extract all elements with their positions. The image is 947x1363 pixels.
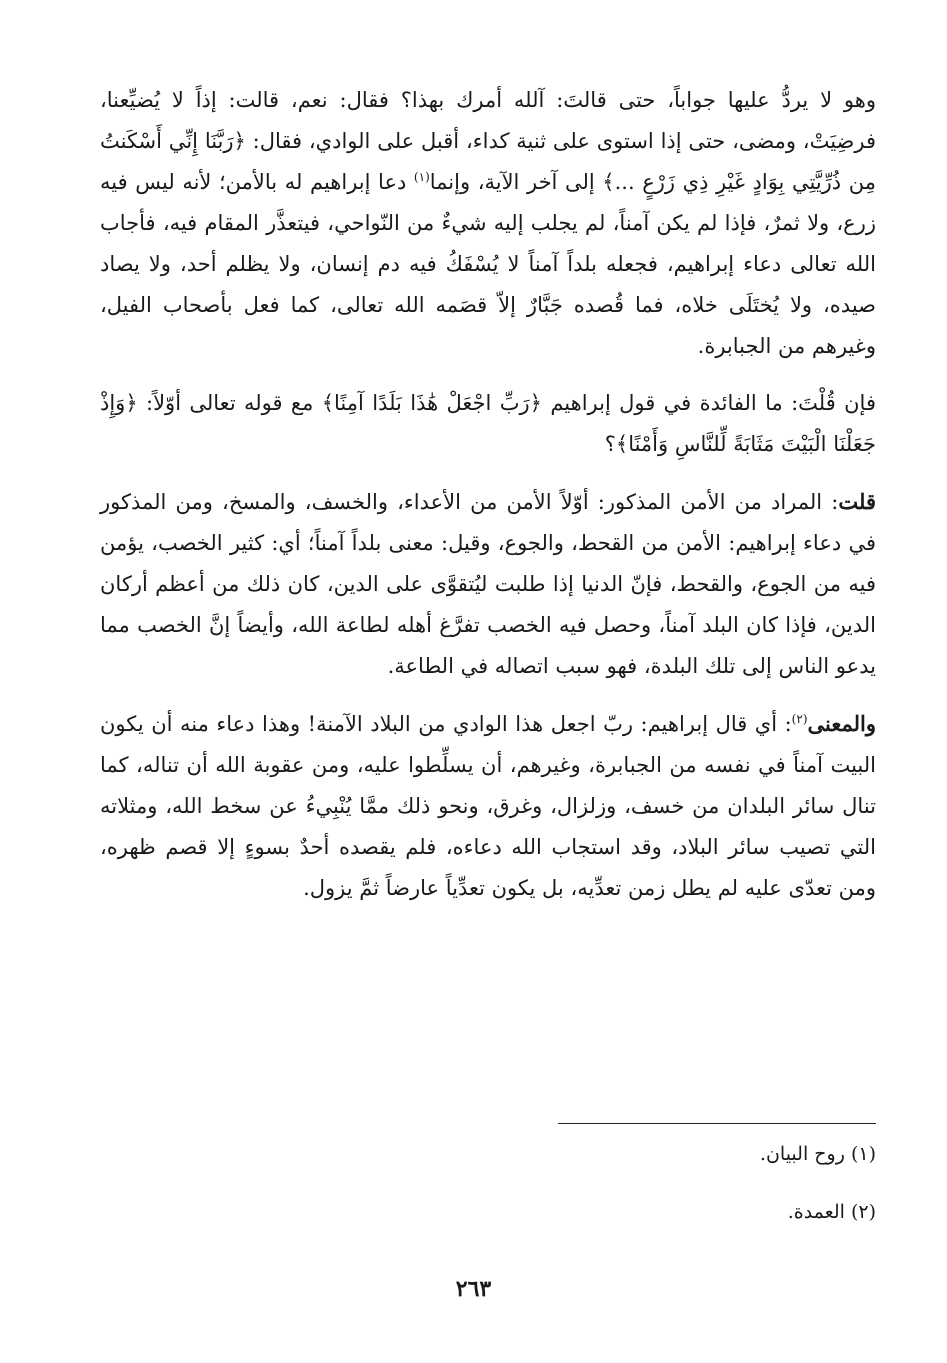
footnote-2-text: العمدة. [787,1201,845,1223]
paragraph-4 [100,703,876,909]
footnotes [100,1138,876,1228]
paragraph-3 [100,481,876,687]
paragraph-3-lead: قلت [838,489,876,514]
paragraph-4-text: : أي قال إبراهيم: ربّ اجعل هذا الوادي من البلاد الآمنة! وهذا دعاء منه أن يكون البيت آمناً في نفسه من الجبابرة، وغيرهم، أن يسلِّطوا عليه، ومن عقوبة الله أن تناله، كما تنال سائر البلدان من خسف، وزلزال، وغرق، ونحو ذلك ممَّا يُنْبِيءُ عن سخط الله، ومثلاته التي تصيب سائر البلاد، وقد استجاب الله دعاءه، فلم يقصده أحدٌ بسوءٍ إلا قصم ظهره، ومن تعدّى عليه لم يطل زمن تعدِّيه، بل يكون تعدِّياً عارضاً ثمَّ يزول. [100,712,877,900]
paragraph-3-text: : المراد من الأمن المذكور: أوّلاً الأمن من الأعداء، والخسف، والمسخ، ومن المذكور في دعاء إبراهيم: الأمن من القحط، والجوع، وقيل: معنى بلداً آمناً؛ أي: كثير الخصب، يؤمن فيه من الجوع، والقحط، فإنّ الدنيا إذا طلبت ليُتقوَّى على الدين، كان ذلك من أعظم أركان الدين، فإذا كان البلد آمناً، وحصل فيه الخصب تفرَّغ أهله لطاعة الله، وأيضاً إنَّ الخصب مما يدعو الناس إلى تلك البلدة، فهو سبب اتصاله في الطاعة. [100,490,876,678]
paragraph-2 [100,383,876,465]
paragraph-4-lead: والمعنى [807,711,876,736]
paragraph-1-text-b: دعا إبراهيم له بالأمن؛ لأنه ليس فيه زرع، ولا ثمرٌ، فإذا لم يكن آمناً، لم يجلب إليه شيءٌ من النّواحي، فيتعذَّر المقام فيه، فأجاب الله تعالى دعاء إبراهيم، فجعله بلداً آمناً لا يُسْفَكُ فيه دم إنسان، ولا يظلم أحد، ولا يصاد صيده، ولا يُختَلَى خلاه، فما قُصده جَبَّارٌ إلاّ قصَمه الله تعالى، كما فعل بأصحاب الفيل، وغيرهم من الجبابرة. [100,170,876,358]
footnote-1-number: (١) [850,1143,876,1165]
paragraph-1 [100,80,876,367]
footnote-divider [558,1123,876,1124]
footnote-ref-1: (١) [413,170,430,184]
paragraph-2-text: فإن قُلْتَ: ما الفائدة في قول إبراهيم ﴿رَبِّ اجْعَلْ هَٰذَا بَلَدًا آمِنًا﴾ مع قوله تعالى أوّلاً: ﴿وَإِذْ جَعَلْنَا الْبَيْتَ مَثَابَةً لِّلنَّاسِ وَأَمْنًا﴾؟ [100,391,876,456]
footnote-1 [100,1138,876,1170]
main-text [100,80,876,909]
paragraph-1-text-a: وهو لا يردُّ عليها جواباً، حتى قالتَ: آلله أمرك بهذا؟ فقال: نعم، قالت: إذاً لا يُضيِّعنا، فرضِيَتْ، ومضى، حتى إذا استوى على ثنية كداء، أقبل على الوادي، فقال: ﴿رَبَّنَا إِنِّي أَسْكَنتُ مِن ذُرِّيَّتِي بِوَادٍ غَيْرِ ذِي زَرْعٍ ...﴾ إلى آخر الآية، وإنما [100,88,876,194]
footnote-1-text: روح البيان. [759,1143,845,1165]
page-number: ٢٦٣ [455,1276,492,1302]
footnote-ref-2: (٢) [791,712,808,726]
footnote-2 [100,1196,876,1228]
footnote-2-number: (٢) [850,1201,876,1223]
